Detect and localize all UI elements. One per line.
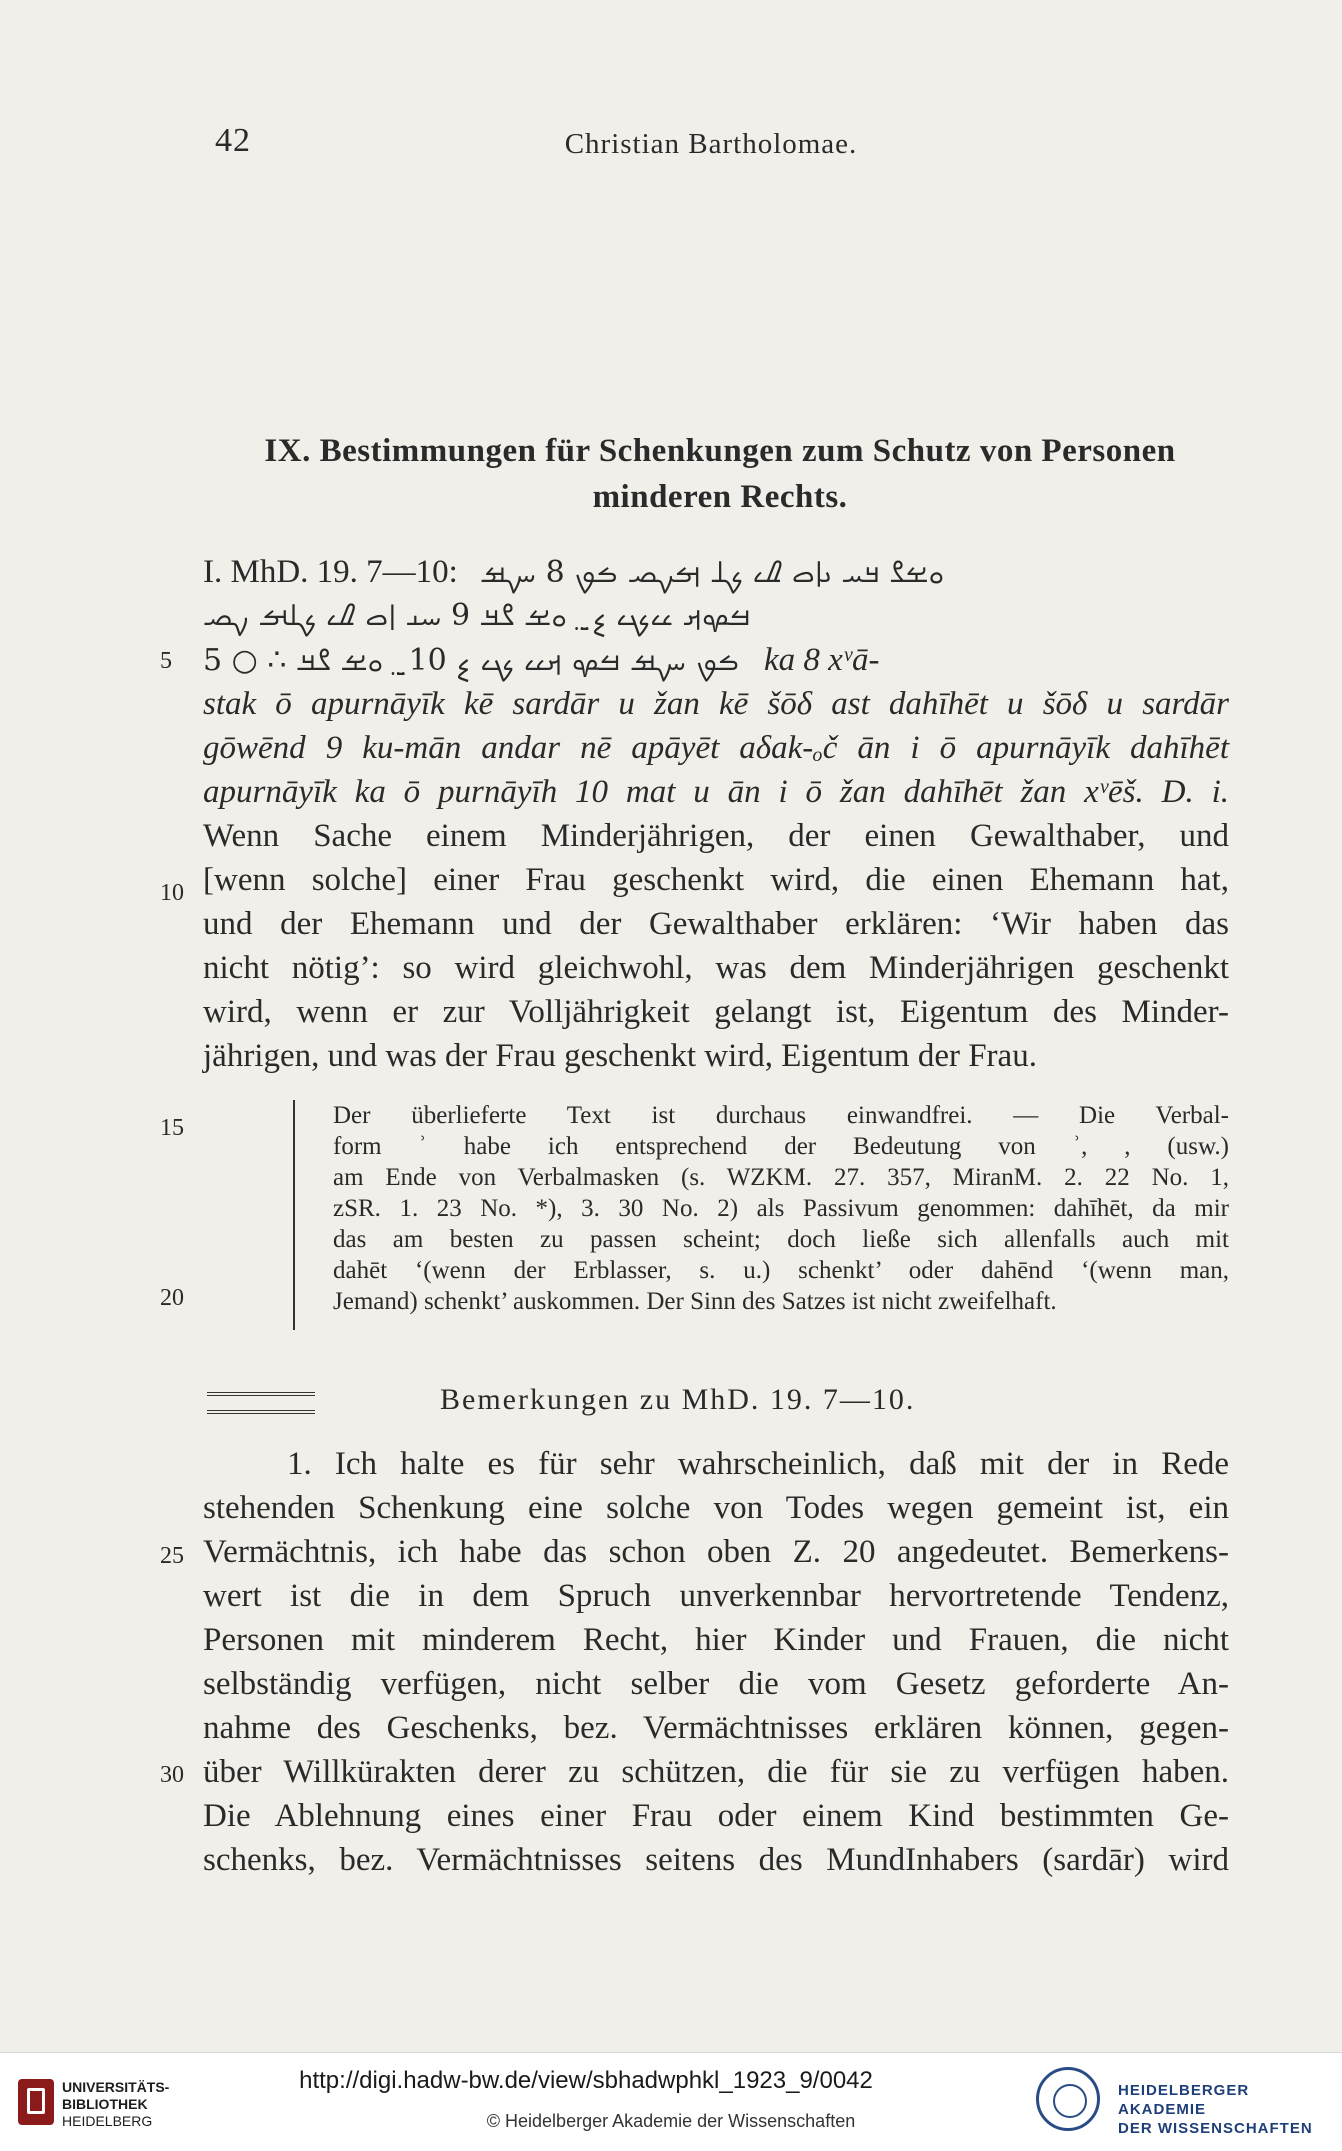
line-number: 10 xyxy=(160,880,184,906)
page-url-link[interactable]: http://digi.hadw-bw.de/view/sbhadwphkl_1923_9/0042 xyxy=(299,2067,873,2094)
translation-line: und der Ehemann und der Gewalthaber erklären: ‘Wir haben das xyxy=(203,906,1229,942)
text-line xyxy=(203,638,1229,682)
logo-line: UNIVERSITÄTS- xyxy=(62,2079,170,2095)
academy-logo-text xyxy=(1118,2081,1336,2138)
transliteration-line: apurnāyīk ka ō purnāyīh 10 mat u ān i ō žan dahīhēt žan xᵛēš. D. i. xyxy=(203,774,1229,810)
page-number: 42 xyxy=(215,122,251,159)
logo-line: DER WISSENSCHAFTEN xyxy=(1118,2120,1313,2137)
line-number: 25 xyxy=(160,1543,184,1569)
remarks-line: stehenden Schenkung eine solche von Todes wegen gemeint ist, ein xyxy=(203,1490,1229,1526)
text-line xyxy=(203,550,1229,594)
translation-line: jährigen, und was der Frau geschenkt wird, Eigentum der Frau. xyxy=(203,1038,1037,1074)
section-heading-line-2: minderen Rechts. xyxy=(592,479,848,515)
transliteration-line: stak ō apurnāyīk kē sardār u žan kē šōδ ast dahīhēt u šōδ u sardār xyxy=(203,686,1229,722)
remarks-line: Personen mit minderem Recht, hier Kinder und Frauen, die nicht xyxy=(203,1622,1229,1658)
running-head: Christian Bartholomae. xyxy=(564,128,858,160)
translation-line: [wenn solche] einer Frau geschenkt wird, die einen Ehemann hat, xyxy=(203,862,1229,898)
remarks-line: selbständig verfügen, nicht selber die vom Gesetz geforderte An- xyxy=(203,1666,1229,1702)
footnote-block xyxy=(293,1100,1227,1330)
footnote-line: zSR. 1. 23 No. *), 3. 30 No. 2) als Passivum genommen: dahīhēt, da mir xyxy=(333,1195,1229,1222)
remarks-line: Die Ablehnung eines einer Frau oder einem Kind bestimmten Ge- xyxy=(203,1798,1229,1834)
line-number: 30 xyxy=(160,1762,184,1788)
footnote-line: Der überlieferte Text ist durchaus einwandfrei. — Die Verbal- xyxy=(333,1102,1229,1129)
translation-line: Wenn Sache einem Minderjährigen, der einen Gewalthaber, und xyxy=(203,818,1229,854)
academy-seal-icon xyxy=(1036,2067,1100,2131)
line-number: 20 xyxy=(160,1285,184,1311)
remarks-line: wert ist die in dem Spruch unverkennbar hervortretende Tendenz, xyxy=(203,1578,1229,1614)
remarks-heading: Bemerkungen zu MhD. 19. 7—10. xyxy=(440,1383,916,1416)
page-header xyxy=(0,118,1342,178)
remarks-line: Vermächtnis, ich habe das schon oben Z. 20 angedeutet. Bemerkens- xyxy=(203,1534,1229,1570)
remarks-line: schenks, bez. Vermächtnisses seitens des MundInhabers (sardār) wird xyxy=(203,1842,1229,1878)
footnote-line: Jemand) schenkt’ auskommen. Der Sinn des Satzes ist nicht zweifelhaft. xyxy=(333,1288,1057,1315)
copyright-notice: © Heidelberger Akademie der Wissenschaften xyxy=(486,2111,856,2131)
translation-line: wird, wenn er zur Volljährigkeit gelangt ist, Eigentum des Minder- xyxy=(203,994,1229,1030)
section-heading xyxy=(190,428,1250,520)
line-number: 5 xyxy=(160,648,172,674)
footnote-line: das am besten zu passen scheint; doch ließe sich allenfalls auch mit xyxy=(333,1226,1229,1253)
pahlavi-script: 5 ○ ∴ ࡏࡐ ࡑࡒ ࡓࡔ ࡕࡖ ࡗ ࡘ 10 ࡙࡚ ࡛ ࡀࡁ ࡂࡃ xyxy=(203,643,740,678)
pahlavi-script: ࡀࡁࡂ ࡃࡄ ࡅࡆࡇ ࡈࡉ ࡊࡋ ࡌࡍࡎ ࡏࡐ 8 ࡑࡒ xyxy=(480,555,945,590)
logo-line: BIBLIOTHEK xyxy=(62,2096,148,2112)
footnote-line: am Ende von Verbalmasken (s. WZKM. 27. 357, MiranM. 2. 22 No. 1, xyxy=(333,1164,1229,1191)
remarks-line: über Willkürakten derer zu schützen, die für sie zu verfügen haben. xyxy=(203,1754,1229,1790)
translation-line: nicht nötig’: so wird gleichwohl, was dem Minderjährigen geschenkt xyxy=(203,950,1229,986)
citation: I. MhD. 19. 7—10: xyxy=(203,554,458,590)
transliteration: ka 8 xᵛā- xyxy=(763,642,880,678)
line-number: 15 xyxy=(160,1115,184,1141)
logo-line: HEIDELBERG xyxy=(62,2113,153,2129)
remarks-line: 1. Ich halte es für sehr wahrscheinlich, daß mit der in Rede xyxy=(287,1446,1229,1482)
footnote-line: dahēt ‘(wenn der Erblasser, s. u.) schenkt’ oder dahēnd ‘(wenn man, xyxy=(333,1257,1229,1284)
footnote-line: form ʾ habe ich entsprechend der Bedeutung von ʾ, , (usw.) xyxy=(333,1133,1229,1160)
viewer-footer xyxy=(0,2052,1342,2151)
academy-logo[interactable] xyxy=(1036,2067,1336,2137)
transliteration-line: gōwēnd 9 ku-mān andar nē apāyēt aδak-ₒč ān i ō apurnāyīk dahīhēt xyxy=(203,730,1229,766)
separator-rule xyxy=(207,1392,315,1414)
section-heading-line-1: IX. Bestimmungen für Schenkungen zum Schutz von Personen xyxy=(264,433,1176,469)
remarks-line: nahme des Geschenks, bez. Vermächtnisses erklären können, gegen- xyxy=(203,1710,1229,1746)
pahlavi-line: ࡓࡔࡕ ࡖࡗ ࡘ ࡙࡚ ࡛ ࡀࡁ ࡂࡃ 9 ࡄࡅ ࡆࡇ ࡈࡉ ࡊࡋࡌ ࡍࡎ xyxy=(203,598,751,633)
logo-line: HEIDELBERGER AKADEMIE xyxy=(1118,2082,1250,2118)
